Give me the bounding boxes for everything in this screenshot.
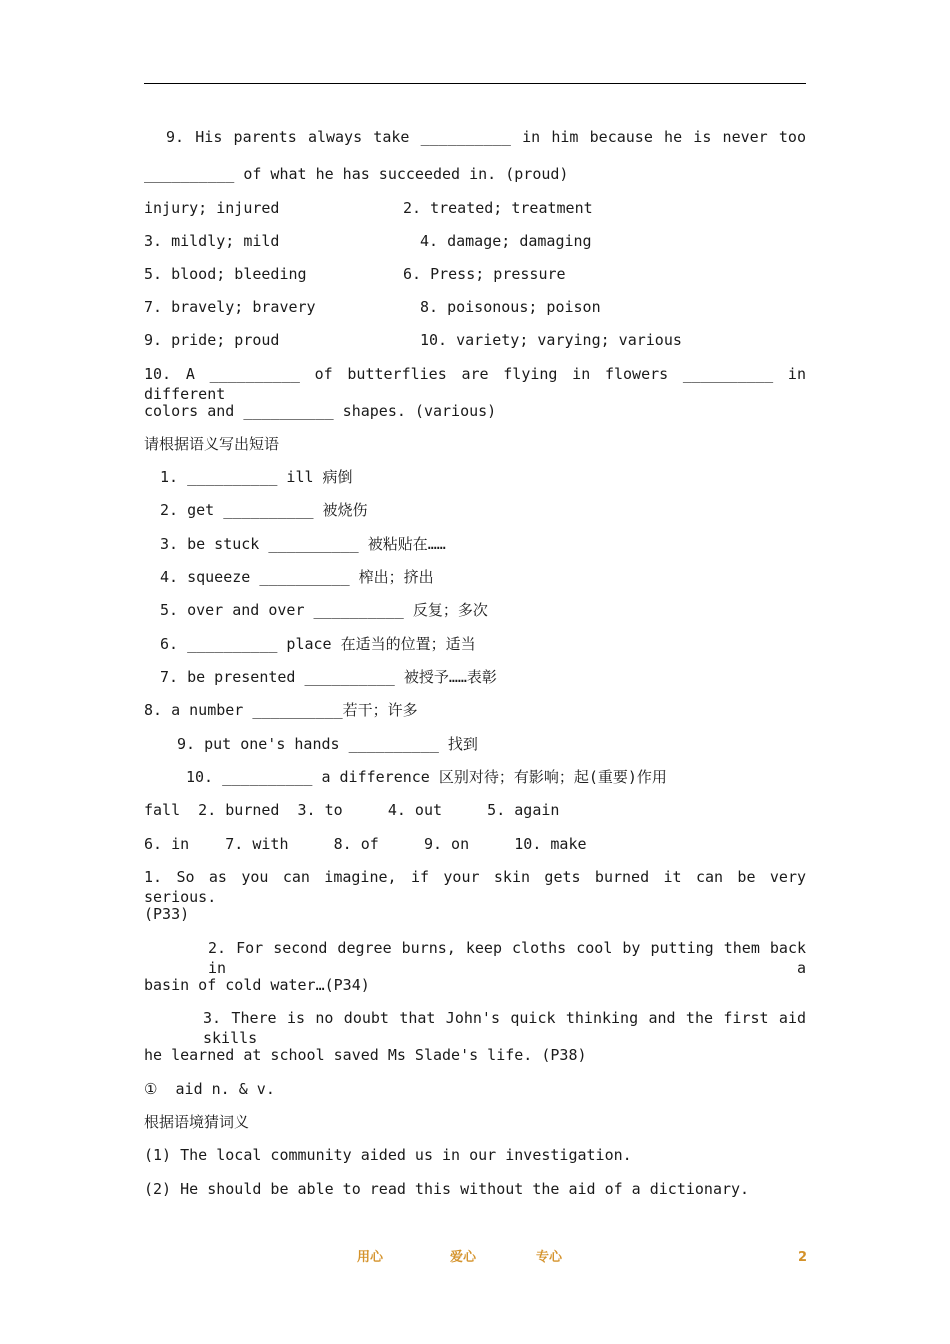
question-9-line1: 9. His parents always take __________ in him because he is never too — [166, 128, 806, 146]
phrase-10: 10. __________ a difference 区别对待；有影响；起(重要)作用 — [186, 768, 667, 786]
answer-9: 9. pride; proud — [144, 331, 280, 349]
header-rule — [144, 83, 806, 84]
question-10-line2: colors and __________ shapes. (various) — [144, 402, 497, 420]
sentence-3-line2: he learned at school saved Ms Slade's life. (P38) — [144, 1046, 587, 1064]
phrase-8: 8. a number __________若干；许多 — [144, 701, 418, 719]
example-2: (2) He should be able to read this without the aid of a dictionary. — [144, 1180, 750, 1198]
section-heading-context: 根据语境猜词义 — [144, 1113, 250, 1131]
sentence-1-line2: (P33) — [144, 905, 190, 923]
phrase-7: 7. be presented __________ 被授予……表彰 — [160, 668, 497, 686]
phrase-9: 9. put one's hands __________ 找到 — [177, 735, 478, 753]
page-number: 2 — [798, 1250, 808, 1265]
sentence-2-line1: 2. For second degree burns, keep cloths cool by putting them back in a — [208, 939, 806, 977]
answer-5: 5. blood; bleeding — [144, 265, 307, 283]
sentence-1-line1: 1. So as you can imagine, if your skin gets burned it can be very serious. — [144, 868, 806, 906]
question-9-line2: __________ of what he has succeeded in. (proud) — [144, 165, 569, 183]
answer-4: 4. damage; damaging — [420, 232, 592, 250]
answer-8: 8. poisonous; poison — [420, 298, 601, 316]
footer-word-1: 用心 — [357, 1250, 384, 1265]
answer-10: 10. variety; varying; various — [420, 331, 682, 349]
answer-1: injury; injured — [144, 199, 280, 217]
question-10-line1: 10. A __________ of butterflies are flying in flowers __________ in different — [144, 365, 806, 403]
phrase-2: 2. get __________ 被烧伤 — [160, 501, 368, 519]
answer-6: 6. Press; pressure — [403, 265, 566, 283]
answer-3: 3. mildly; mild — [144, 232, 280, 250]
phrase-6: 6. __________ place 在适当的位置；适当 — [160, 635, 476, 653]
phrase-3: 3. be stuck __________ 被粘贴在…… — [160, 535, 446, 553]
footer-word-2: 爱心 — [450, 1250, 477, 1265]
phrase-answers-row2: 6. in 7. with 8. of 9. on 10. make — [144, 835, 587, 853]
answer-7: 7. bravely; bravery — [144, 298, 316, 316]
example-1: (1) The local community aided us in our investigation. — [144, 1146, 632, 1164]
phrase-answers-row1: fall 2. burned 3. to 4. out 5. again — [144, 801, 560, 819]
footer-word-3: 专心 — [536, 1250, 563, 1265]
word-aid: ① aid n. & v. — [144, 1080, 275, 1098]
sentence-3-line1: 3. There is no doubt that John's quick thinking and the first aid skills — [203, 1009, 806, 1047]
phrase-4: 4. squeeze __________ 榨出；挤出 — [160, 568, 434, 586]
sentence-2-line2: basin of cold water…(P34) — [144, 976, 370, 994]
phrase-5: 5. over and over __________ 反复；多次 — [160, 601, 488, 619]
phrase-1: 1. __________ ill 病倒 — [160, 468, 353, 486]
answer-2: 2. treated; treatment — [403, 199, 593, 217]
section-heading-phrases: 请根据语义写出短语 — [144, 435, 280, 453]
